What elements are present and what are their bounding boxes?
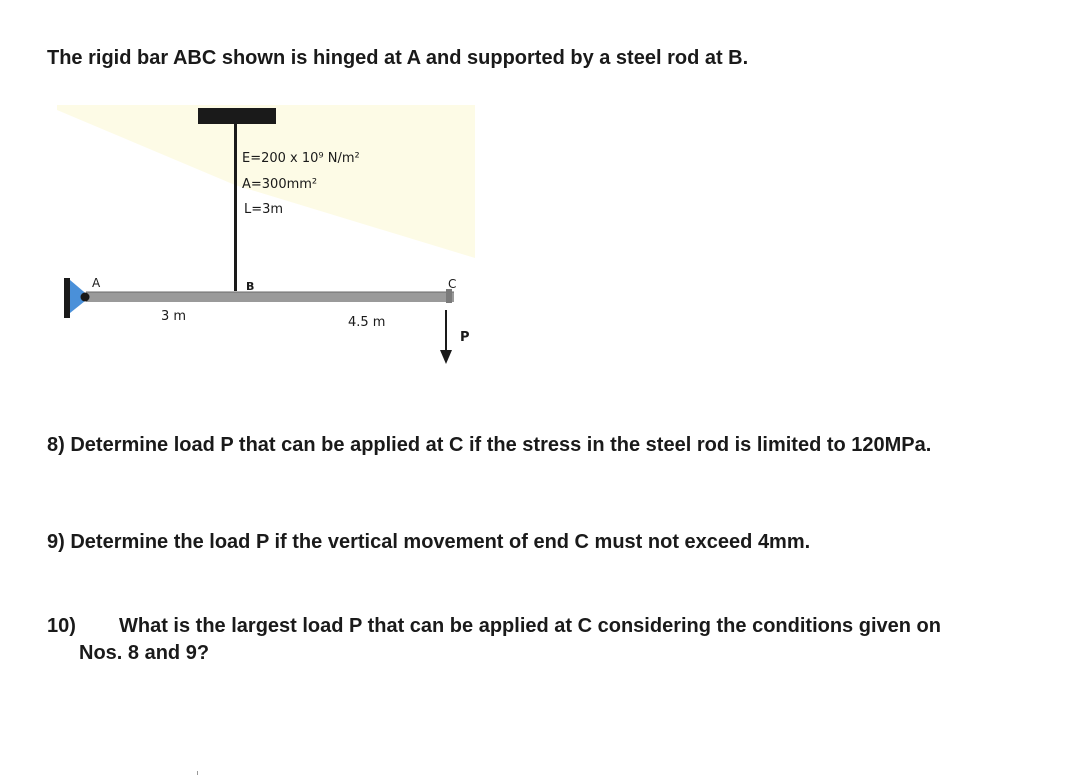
- page-mark: [197, 771, 198, 775]
- hinge-pin: [81, 293, 90, 302]
- beam-diagram: [50, 100, 490, 380]
- point-b-label: B: [246, 280, 255, 293]
- wall-plate: [64, 278, 70, 318]
- steel-rod: [234, 124, 237, 291]
- bar-end-c: [446, 289, 452, 303]
- question-9-number: 9): [47, 531, 65, 553]
- question-8: [47, 434, 931, 457]
- rod-modulus-label: E=200 x 10⁹ N/m²: [242, 151, 360, 166]
- question-9: [47, 531, 810, 554]
- question-8-number: 8): [47, 434, 65, 456]
- dimension-ab-label: 3 m: [161, 309, 187, 324]
- rod-area-label: A=300mm²: [242, 177, 318, 192]
- question-10: [47, 613, 1037, 667]
- point-c-label: C: [448, 277, 457, 291]
- question-8-text: Determine load P that can be applied at C if the stress in the steel rod is limited to 120MPa.: [70, 434, 932, 456]
- dimension-bc-label: 4.5 m: [348, 315, 386, 330]
- problem-statement: The rigid bar ABC shown is hinged at A and supported by a steel rod at B.: [47, 47, 749, 69]
- ceiling-support: [198, 108, 276, 124]
- load-p-label: P: [460, 330, 470, 345]
- rod-length-label: L=3m: [244, 202, 284, 217]
- point-a-label: A: [92, 276, 101, 290]
- question-10-text: What is the largest load P that can be applied at C considering the conditions given on: [119, 615, 941, 637]
- question-9-text: Determine the load P if the vertical movement of end C must not exceed 4mm.: [70, 531, 811, 553]
- question-10-number: 10): [47, 615, 76, 637]
- rigid-bar: [86, 292, 454, 302]
- question-10-text-continued: Nos. 8 and 9?: [79, 642, 210, 664]
- load-arrow-head: [440, 350, 452, 364]
